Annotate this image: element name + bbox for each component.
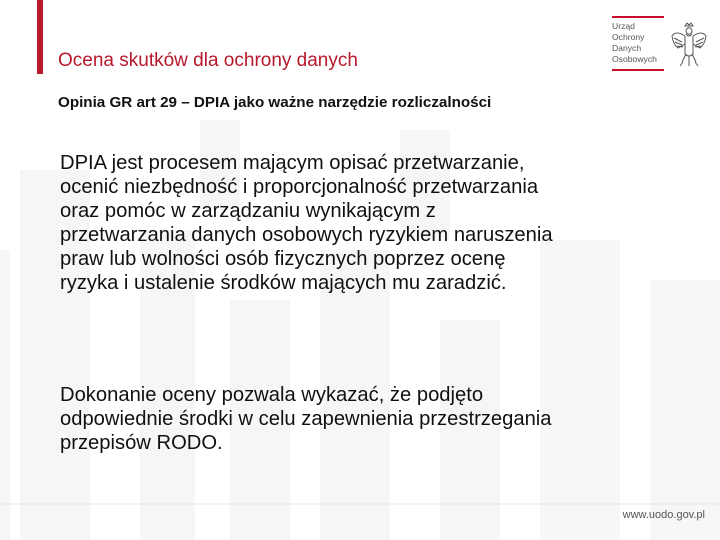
paragraph-line: Dokonanie oceny pozwala wykazać, że podjęto [60, 384, 484, 406]
paragraph-line: ryzyka i ustalenie środków mających mu zaradzić. [60, 272, 507, 294]
uodo-logo [608, 16, 710, 72]
paragraph-line: oraz pomóc w zarządzaniu wynikającym z [60, 200, 436, 222]
title-accent-bar [37, 0, 43, 74]
body-paragraph-compliance [60, 383, 700, 455]
paragraph-line: przepisów RODO. [60, 432, 223, 454]
body-paragraph-dpia-definition [60, 151, 700, 295]
slide-subtitle: Opinia GR art 29 – DPIA jako ważne narzędzie rozliczalności [58, 94, 492, 111]
logo-text-line: Ochrony [612, 32, 645, 42]
paragraph-line: odpowiednie środki w celu zapewnienia przestrzegania [60, 408, 552, 430]
footer-url: www.uodo.gov.pl [622, 509, 705, 521]
logo-bottom-rule [612, 69, 664, 71]
paragraph-line: DPIA jest procesem mającym opisać przetwarzanie, [60, 152, 525, 174]
paragraph-line: praw lub wolności osób fizycznych poprzez ocenę [60, 248, 506, 270]
logo-top-rule [612, 16, 664, 18]
logo-text-line: Osobowych [612, 54, 657, 64]
slide-title: Ocena skutków dla ochrony danych [58, 50, 358, 71]
paragraph-line: ocenić niezbędność i proporcjonalność przetwarzania [60, 176, 539, 198]
paragraph-line: przetwarzania danych osobowych ryzykiem naruszenia [60, 224, 553, 246]
logo-text-line: Urząd [612, 21, 635, 31]
polish-eagle-emblem-icon [670, 22, 708, 68]
logo-text-line: Danych [612, 43, 642, 53]
